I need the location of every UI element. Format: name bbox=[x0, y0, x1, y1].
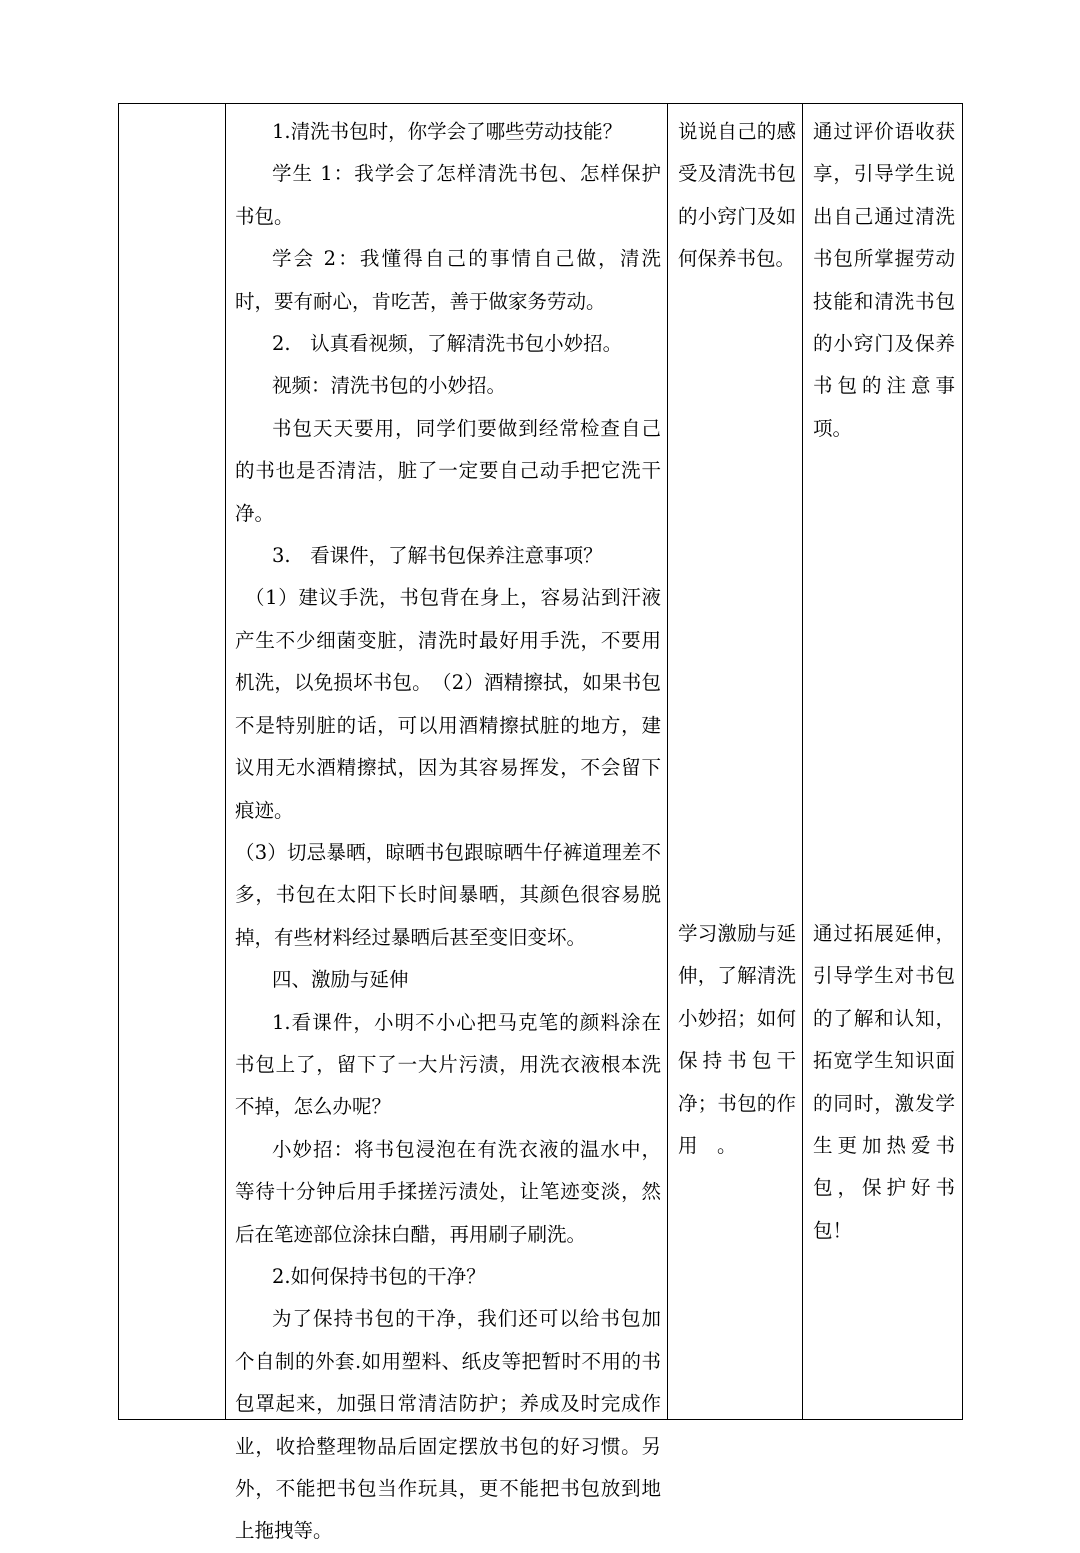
paragraph: 1.看课件，小明不小心把马克笔的颜料涂在书包上了，留下了一大片污渍，用洗衣液根本洗不掉，怎么办呢？ bbox=[235, 1010, 661, 1119]
paragraph: 学会 2：我懂得自己的事情自己做，清洗时，要有耐心，肯吃苦，善于做家务劳动。 bbox=[235, 247, 661, 313]
paragraph: 3. 看课件，了解书包保养注意事项？ bbox=[272, 544, 603, 568]
lesson-table bbox=[118, 103, 963, 1543]
intent-text: 通过评价语收获享，引导学生说出自己通过清洗书包所掌握劳动技能和清洗书包的小窍门及保养书包的注意事项。 bbox=[813, 120, 955, 440]
paragraph: 2. 认真看视频，了解清洗书包小妙招。 bbox=[272, 332, 623, 356]
paragraph: 书包天天要用，同学们要做到经常检查自己的书也是否清洁，脏了一定要自己动手把它洗干净。 bbox=[235, 416, 661, 525]
intent-text: 通过拓展延伸，引导学生对书包的了解和认知，拓宽学生知识面的同时，激发学生更加热爱书包，保护好书包！ bbox=[813, 922, 955, 1242]
paragraph: 学生 1：我学会了怎样清洗书包、怎样保护书包。 bbox=[235, 162, 661, 228]
section-heading: 四、激励与延伸 bbox=[272, 968, 409, 992]
paragraph: 为了保持书包的干净，我们还可以给书包加个自制的外套.如用塑料、纸皮等把暂时不用的书包罩起来，加强日常清洁防护；养成及时完成作业，收拾整理物品后固定摆放书包的好习惯。另外，不能把书包当作玩具，更不能把书包放到地上拖拽等。 bbox=[235, 1307, 661, 1543]
design-intent-cell bbox=[803, 104, 963, 1419]
paragraph: （1）建议手洗，书包背在身上，容易沾到汗液产生不少细菌变脏，清洗时最好用手洗，不要用机洗，以免损坏书包。 （2）酒精擦拭，如果书包不是特别脏的话，可以用酒精擦拭脏的地方，建议用无水酒精擦拭，因为其容易挥发，不会留下痕迹。 bbox=[235, 586, 661, 822]
paragraph: 1.清洗书包时，你学会了哪些劳动技能？ bbox=[272, 120, 623, 143]
paragraph: （3）切忌暴晒，晾晒书包跟晾晒牛仔裤道理差不多，书包在太阳下长时间暴晒，其颜色很容易脱掉，有些材料经过暴晒后甚至变旧变坏。 bbox=[235, 840, 661, 949]
paragraph: 2.如何保持书包的干净？ bbox=[272, 1264, 486, 1288]
paragraph: 视频：清洗书包的小妙招。 bbox=[272, 374, 507, 398]
activity-text: 说说自己的感受及清洗书包的小窍门及如何保养书包。 bbox=[678, 120, 796, 271]
paragraph: 小妙招：将书包浸泡在有洗衣液的温水中，等待十分钟后用手揉搓污渍处，让笔迹变淡，然后在笔迹部位涂抹白醋，再用刷子刷洗。 bbox=[235, 1137, 661, 1246]
activity-text: 学习激励与延伸，了解清洗小妙招；如何保持书包干净；书包的作用 。 bbox=[678, 922, 796, 1158]
student-activity-cell bbox=[668, 104, 802, 1419]
teaching-process-cell bbox=[225, 104, 667, 1553]
